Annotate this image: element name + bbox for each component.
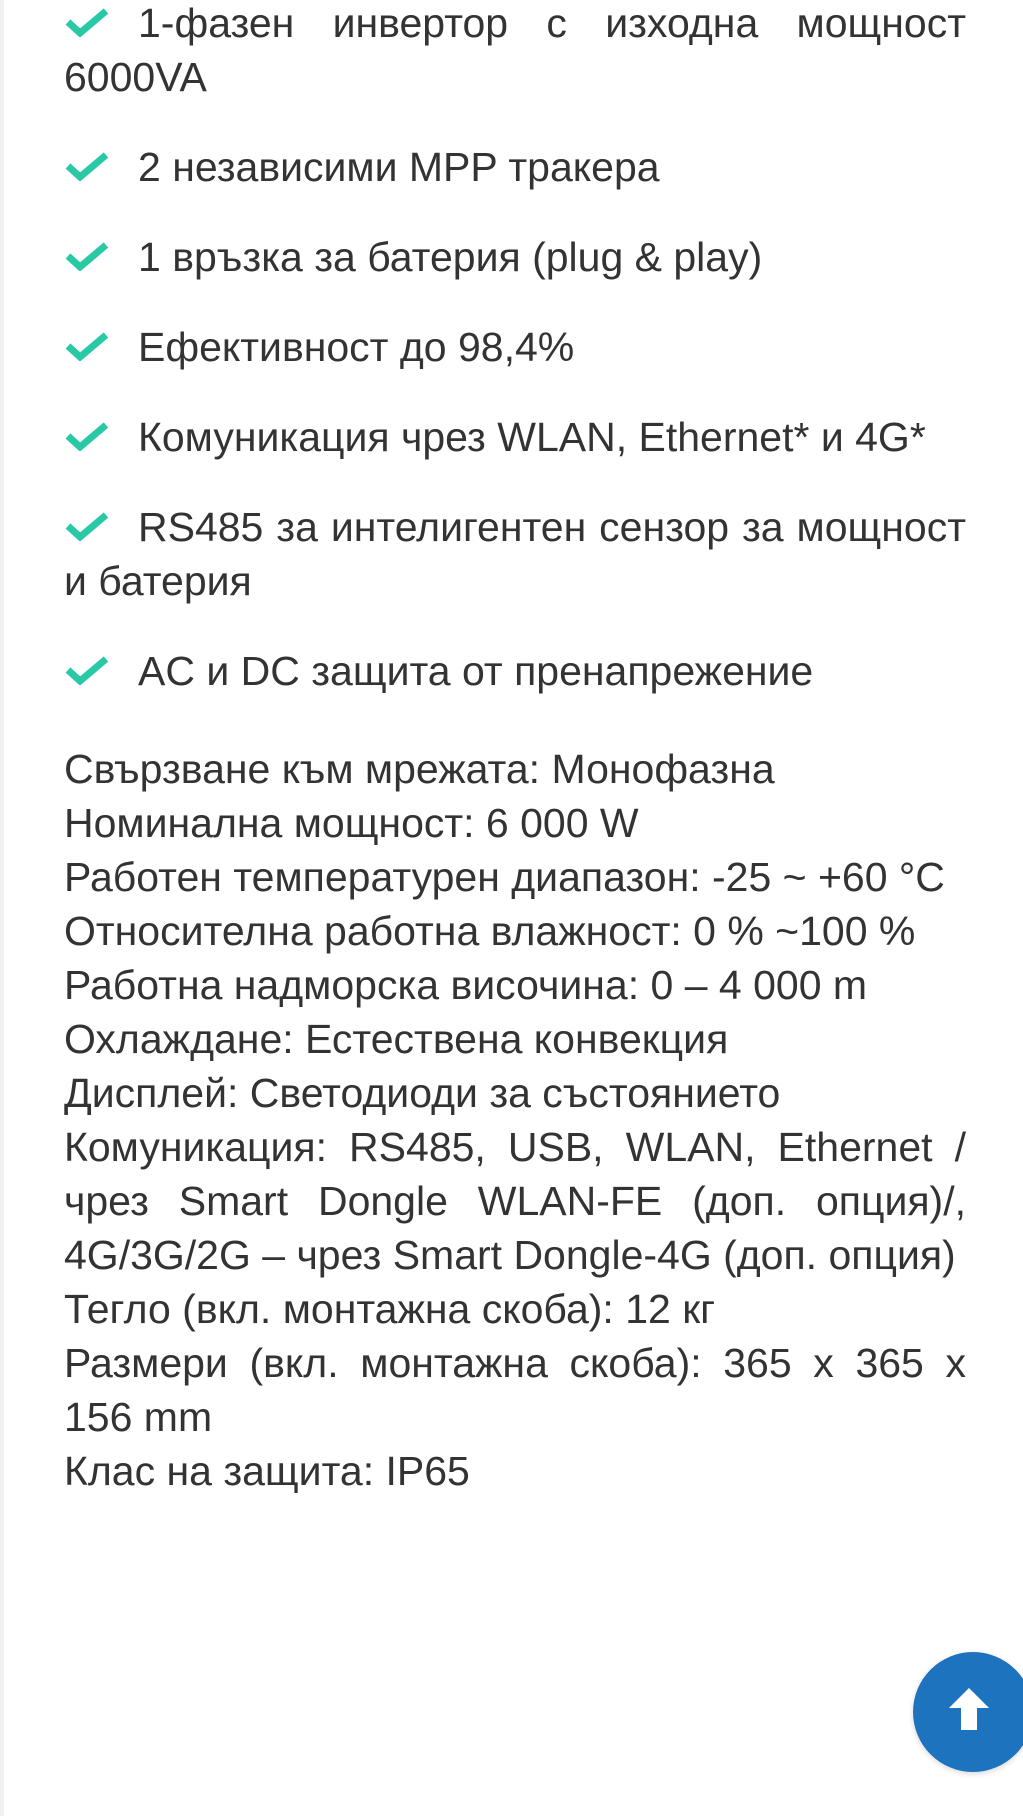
spec-weight: Тегло (вкл. монтажна скоба): 12 кг bbox=[64, 1286, 716, 1332]
feature-item bbox=[64, 320, 966, 374]
feature-text: AC и DC защита от пренапрежение bbox=[138, 648, 814, 694]
feature-text: Ефективност до 98,4% bbox=[138, 324, 575, 370]
spec-communication: Комуникация: RS485, USB, WLAN, Ethernet /чрез Smart Dongle WLAN-FE (доп. опция)/, 4G/3G/2G – чрез Smart Dongle-4G (доп. опция) bbox=[64, 1124, 966, 1278]
feature-text: Комуникация чрез WLAN, Ethernet* и 4G* bbox=[138, 414, 926, 460]
checkmark-icon bbox=[64, 655, 110, 685]
scroll-to-top-button[interactable] bbox=[913, 1652, 1023, 1772]
feature-item bbox=[64, 0, 966, 104]
arrow-up-icon bbox=[947, 1686, 991, 1734]
spec-temperature-range: Работен температурен диапазон: -25 ~ +60 °C bbox=[64, 854, 945, 900]
page-left-edge bbox=[0, 0, 4, 1816]
checkmark-icon bbox=[64, 421, 110, 451]
spec-cooling: Охлаждане: Естествена конвекция bbox=[64, 1016, 729, 1062]
spec-dimensions: Размери (вкл. монтажна скоба): 365 x 365 x 156 mm bbox=[64, 1340, 966, 1440]
feature-text: 2 независими MPP тракера bbox=[138, 144, 660, 190]
feature-list bbox=[64, 0, 966, 698]
spec-humidity: Относителна работна влажност: 0 % ~100 % bbox=[64, 908, 916, 954]
checkmark-icon bbox=[64, 151, 110, 181]
spec-list bbox=[64, 742, 966, 1498]
feature-text: 1-фазен инвертор с изходна мощност 6000VA bbox=[64, 0, 966, 100]
feature-text: 1 връзка за батерия (plug & play) bbox=[138, 234, 763, 280]
spec-altitude: Работна надморска височина: 0 – 4 000 m bbox=[64, 962, 868, 1008]
spec-protection-class: Клас на защита: IP65 bbox=[64, 1448, 470, 1494]
feature-item bbox=[64, 140, 966, 194]
feature-item bbox=[64, 230, 966, 284]
spec-display: Дисплей: Светодиоди за състоянието bbox=[64, 1070, 781, 1116]
checkmark-icon bbox=[64, 241, 110, 271]
feature-item bbox=[64, 644, 966, 698]
checkmark-icon bbox=[64, 331, 110, 361]
product-description bbox=[64, 0, 966, 1498]
feature-item bbox=[64, 410, 966, 464]
feature-item bbox=[64, 500, 966, 608]
checkmark-icon bbox=[64, 511, 110, 541]
checkmark-icon bbox=[64, 7, 110, 37]
feature-text: RS485 за интелигентен сензор за мощност и батерия bbox=[64, 504, 966, 604]
spec-nominal-power: Номинална мощност: 6 000 W bbox=[64, 800, 639, 846]
spec-grid-connection: Свързване към мрежата: Монофазна bbox=[64, 746, 775, 792]
